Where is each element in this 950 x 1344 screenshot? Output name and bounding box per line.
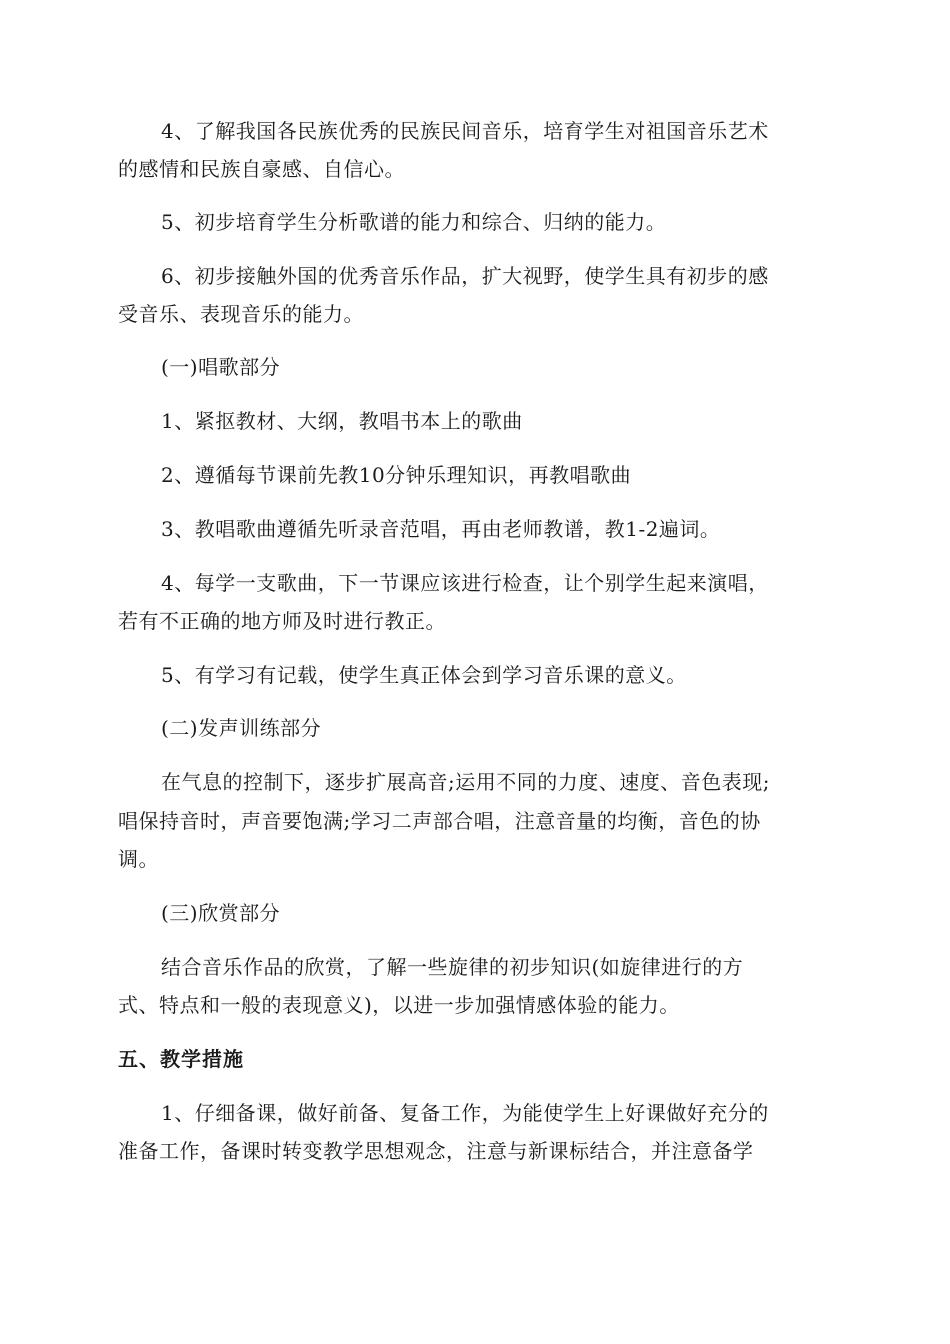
- paragraph-goal-6-line-2: 受音乐、表现音乐的能力。: [118, 302, 364, 326]
- singing-item-2: 2、遵循每节课前先教10分钟乐理知识，再教唱歌曲: [161, 463, 632, 487]
- singing-item-4-line-2: 若有不正确的地方师及时进行教正。: [118, 609, 446, 633]
- paragraph-goal-6-line-1: 6、初步接触外国的优秀音乐作品，扩大视野，使学生具有初步的感: [161, 264, 769, 288]
- measure-1-line-2: 准备工作，备课时转变教学思想观念，注意与新课标结合，并注意备学: [118, 1139, 754, 1163]
- singing-item-3: 3、教唱歌曲遵循先听录音范唱，再由老师教谱，教1-2遍词。: [161, 517, 721, 541]
- section-appreciation-title: (三)欣赏部分: [161, 901, 281, 925]
- appreciation-line-1: 结合音乐作品的欣赏，了解一些旋律的初步知识(如旋律进行的方: [161, 955, 744, 979]
- section-singing-title: (一)唱歌部分: [161, 355, 281, 379]
- section-five-heading: 五、教学措施: [118, 1047, 244, 1071]
- section-voice-training-title: (二)发声训练部分: [161, 716, 322, 740]
- paragraph-goal-5: 5、初步培育学生分析歌谱的能力和综合、归纳的能力。: [161, 210, 667, 234]
- appreciation-line-2: 式、特点和一般的表现意义)，以进一步加强情感体验的能力。: [118, 993, 680, 1017]
- measure-1-line-1: 1、仔细备课，做好前备、复备工作，为能使学生上好课做好充分的: [161, 1101, 769, 1125]
- paragraph-goal-4-line-1: 4、了解我国各民族优秀的民族民间音乐，培育学生对祖国音乐艺术: [161, 119, 769, 143]
- voice-training-line-3: 调。: [118, 847, 159, 871]
- paragraph-goal-4-line-2: 的感情和民族自豪感、自信心。: [118, 157, 405, 181]
- voice-training-line-1: 在气息的控制下，逐步扩展高音;运用不同的力度、速度、音色表现;: [161, 770, 770, 794]
- singing-item-4-line-1: 4、每学一支歌曲，下一节课应该进行检查，让个别学生起来演唱，: [161, 571, 769, 595]
- singing-item-1: 1、紧抠教材、大纲，教唱书本上的歌曲: [161, 409, 523, 433]
- voice-training-line-2: 唱保持音时，声音要饱满;学习二声部合唱，注意音量的均衡，音色的协: [118, 809, 761, 833]
- singing-item-5: 5、有学习有记载，使学生真正体会到学习音乐课的意义。: [161, 663, 687, 687]
